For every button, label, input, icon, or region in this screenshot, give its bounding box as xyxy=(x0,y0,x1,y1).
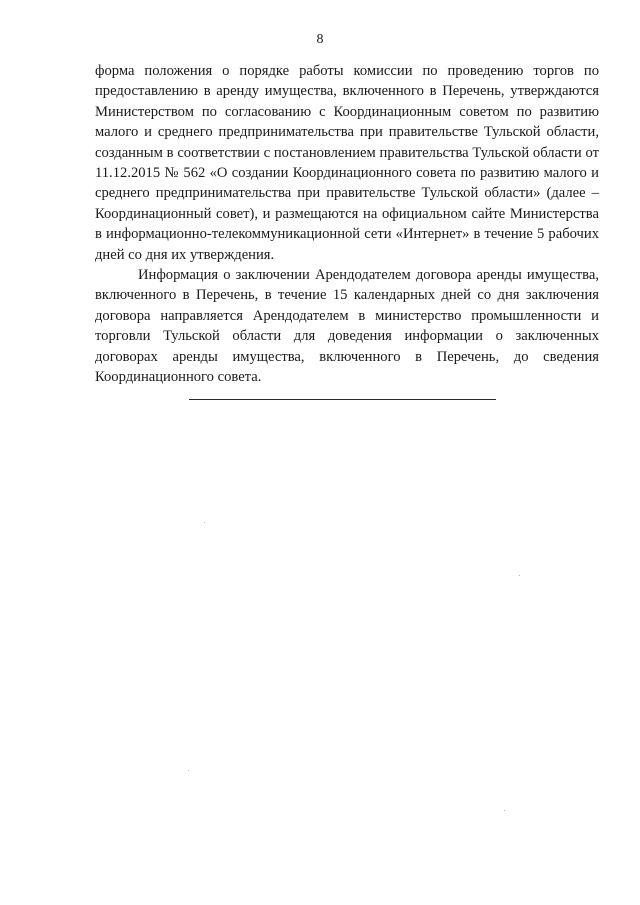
closing-divider xyxy=(189,399,496,400)
scan-speck xyxy=(188,770,189,771)
scan-speck xyxy=(504,810,505,811)
paragraph-continuation: форма положения о порядке работы комиссии по проведению торгов по предоставлению в аренду имущества, включенного в Перечень, утверждаются Министерством по согласованию с Координационным советом по развитию малого и среднего предпринимательства при правительстве Тульской области, созданным в соответствии с постановлением правительства Тульской области от 11.12.2015 № 562 «О создании Координационного совета по развитию малого и среднего предпринимательства при правительстве Тульской области» (далее – Координационный совет), и размещаются на официальном сайте Министерства в информационно-телекоммуникационной сети «Интернет» в течение 5 рабочих дней со дня их утверждения. xyxy=(95,63,599,263)
scan-speck xyxy=(519,575,520,576)
page-number: 8 xyxy=(316,32,324,47)
paragraph-lease-information: Информация о заключении Арендодателем договора аренды имущества, включенного в Перечень, в течение 15 календарных дней со дня заключения договора направляется Арендодателем в министерство промышленности и торговли Тульской области для доведения информации о заключенных договорах аренды имущества, включенного в Перечень, до сведения Координационного совета. xyxy=(95,267,599,386)
document-body xyxy=(95,61,599,388)
scan-speck xyxy=(204,522,205,523)
